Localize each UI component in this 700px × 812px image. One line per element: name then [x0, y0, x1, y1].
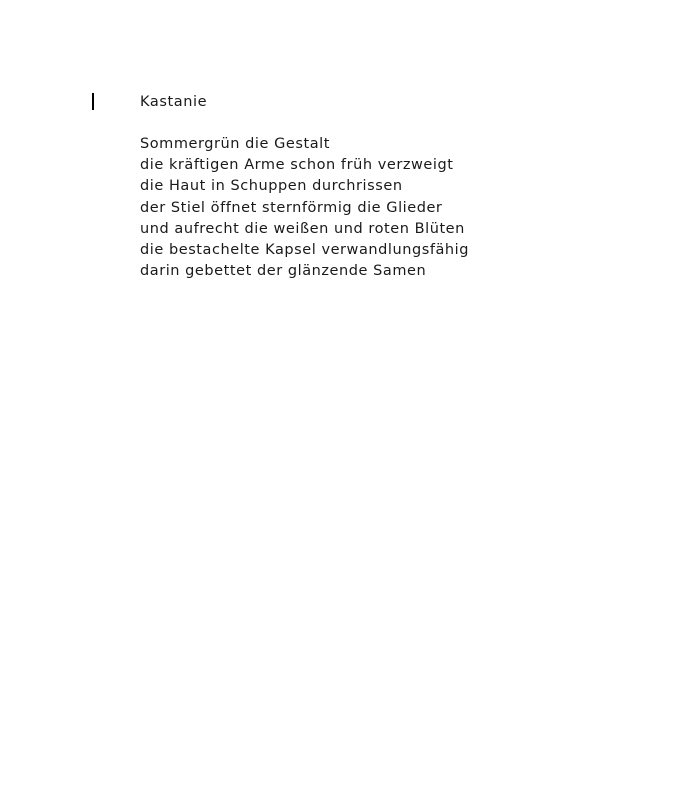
poem-line: und aufrecht die weißen und roten Blüten: [140, 220, 465, 237]
poem-line: die kräftigen Arme schon früh verzweigt: [140, 157, 454, 174]
poem-line: darin gebettet der glänzende Samen: [140, 263, 427, 280]
poem-line: die Haut in Schuppen durchrissen: [140, 178, 403, 195]
poem-block: [140, 92, 660, 282]
change-bar-marker: [92, 93, 94, 110]
poem-line: Sommergrün die Gestalt: [140, 136, 330, 152]
poem-title: Kastanie: [140, 94, 208, 110]
poem-line: der Stiel öffnet sternförmig die Glieder: [140, 199, 443, 216]
poem-stanza: [140, 134, 660, 282]
poem-line: die bestachelte Kapsel verwandlungsfähig: [140, 242, 469, 259]
